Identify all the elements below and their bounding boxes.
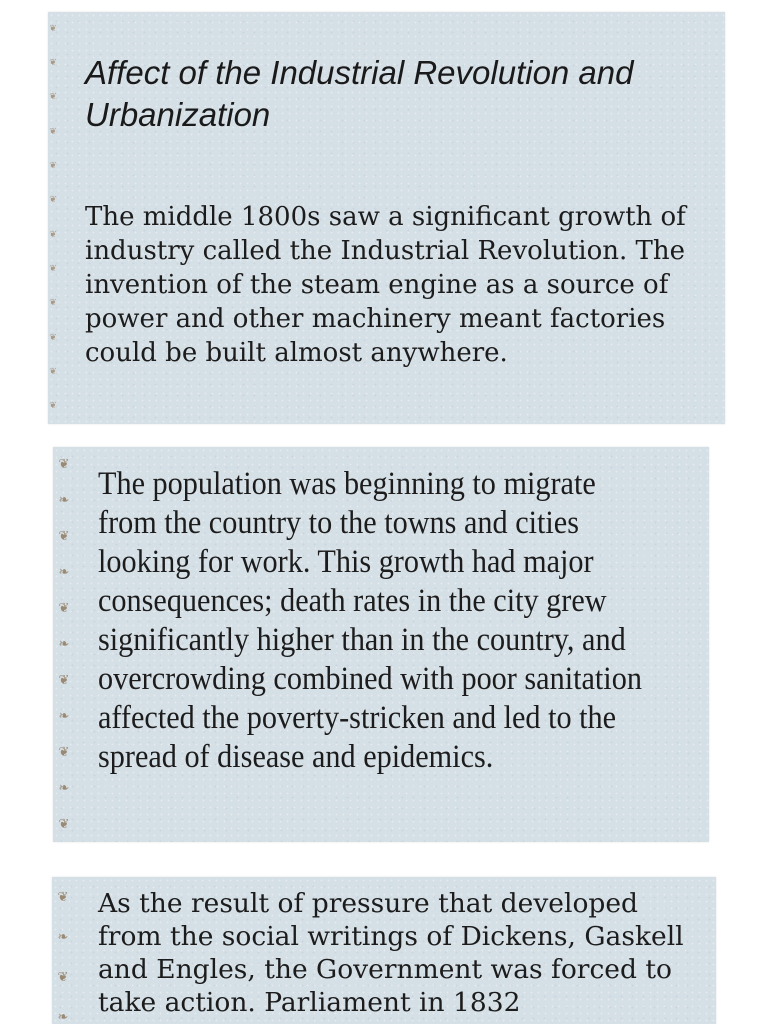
slide-urban-migration <box>53 447 709 842</box>
slide-body-text: The middle 1800s saw a significant growth of industry called the Industrial Revolution. The invention of the steam engine as a source of power and other machinery meant factories could be built almost anywhere. <box>85 202 686 368</box>
floral-ornament-icon: ❧ <box>58 636 70 652</box>
decorative-border <box>48 12 58 424</box>
floral-ornament-icon: ❦ <box>49 57 57 68</box>
floral-ornament-icon: ❦ <box>49 401 57 412</box>
slide-title: Affect of the Industrial Revolution and Urbanization <box>85 54 634 133</box>
slide-body-text: The population was beginning to migrate from the country to the towns and cities looking for work. This growth had major consequences; death rates in the city grew significantly higher than in the country, and overcrowding combined with poor sanitation affected the poverty-stricken and led to the spread of disease and epidemics. <box>98 466 642 775</box>
floral-ornament-icon: ❦ <box>49 332 57 343</box>
floral-ornament-icon: ❧ <box>58 565 70 581</box>
floral-ornament-icon: ❦ <box>58 529 70 545</box>
floral-ornament-icon: ❦ <box>58 744 70 760</box>
floral-ornament-icon: ❦ <box>49 92 57 103</box>
floral-ornament-icon: ❦ <box>49 126 57 137</box>
floral-ornament-icon: ❦ <box>58 601 70 617</box>
floral-ornament-icon: ❦ <box>57 969 69 985</box>
slide-government-action <box>52 877 716 1024</box>
floral-ornament-icon: ❧ <box>58 708 70 724</box>
floral-ornament-icon: ❦ <box>49 298 57 309</box>
floral-ornament-icon: ❦ <box>58 457 70 473</box>
floral-ornament-icon: ❧ <box>57 1009 69 1024</box>
floral-ornament-icon: ❦ <box>49 23 57 34</box>
floral-ornament-icon: ❦ <box>49 160 57 171</box>
floral-ornament-icon: ❦ <box>49 195 57 206</box>
decorative-border <box>52 877 74 1024</box>
floral-ornament-icon: ❦ <box>49 263 57 274</box>
floral-ornament-icon: ❦ <box>58 672 70 688</box>
floral-ornament-icon: ❧ <box>58 493 70 509</box>
floral-ornament-icon: ❦ <box>49 366 57 377</box>
floral-ornament-icon: ❧ <box>58 780 70 796</box>
floral-ornament-icon: ❦ <box>57 889 69 905</box>
slide-body-text: As the result of pressure that developed from the social writings of Dickens, Gaskell and Engles, the Government was forced to take action. Parliament in 1832 <box>98 888 684 1018</box>
floral-ornament-icon: ❦ <box>58 816 70 832</box>
slide-industrial-revolution <box>48 12 725 424</box>
floral-ornament-icon: ❧ <box>57 929 69 945</box>
decorative-border <box>53 447 75 842</box>
floral-ornament-icon: ❦ <box>49 229 57 240</box>
